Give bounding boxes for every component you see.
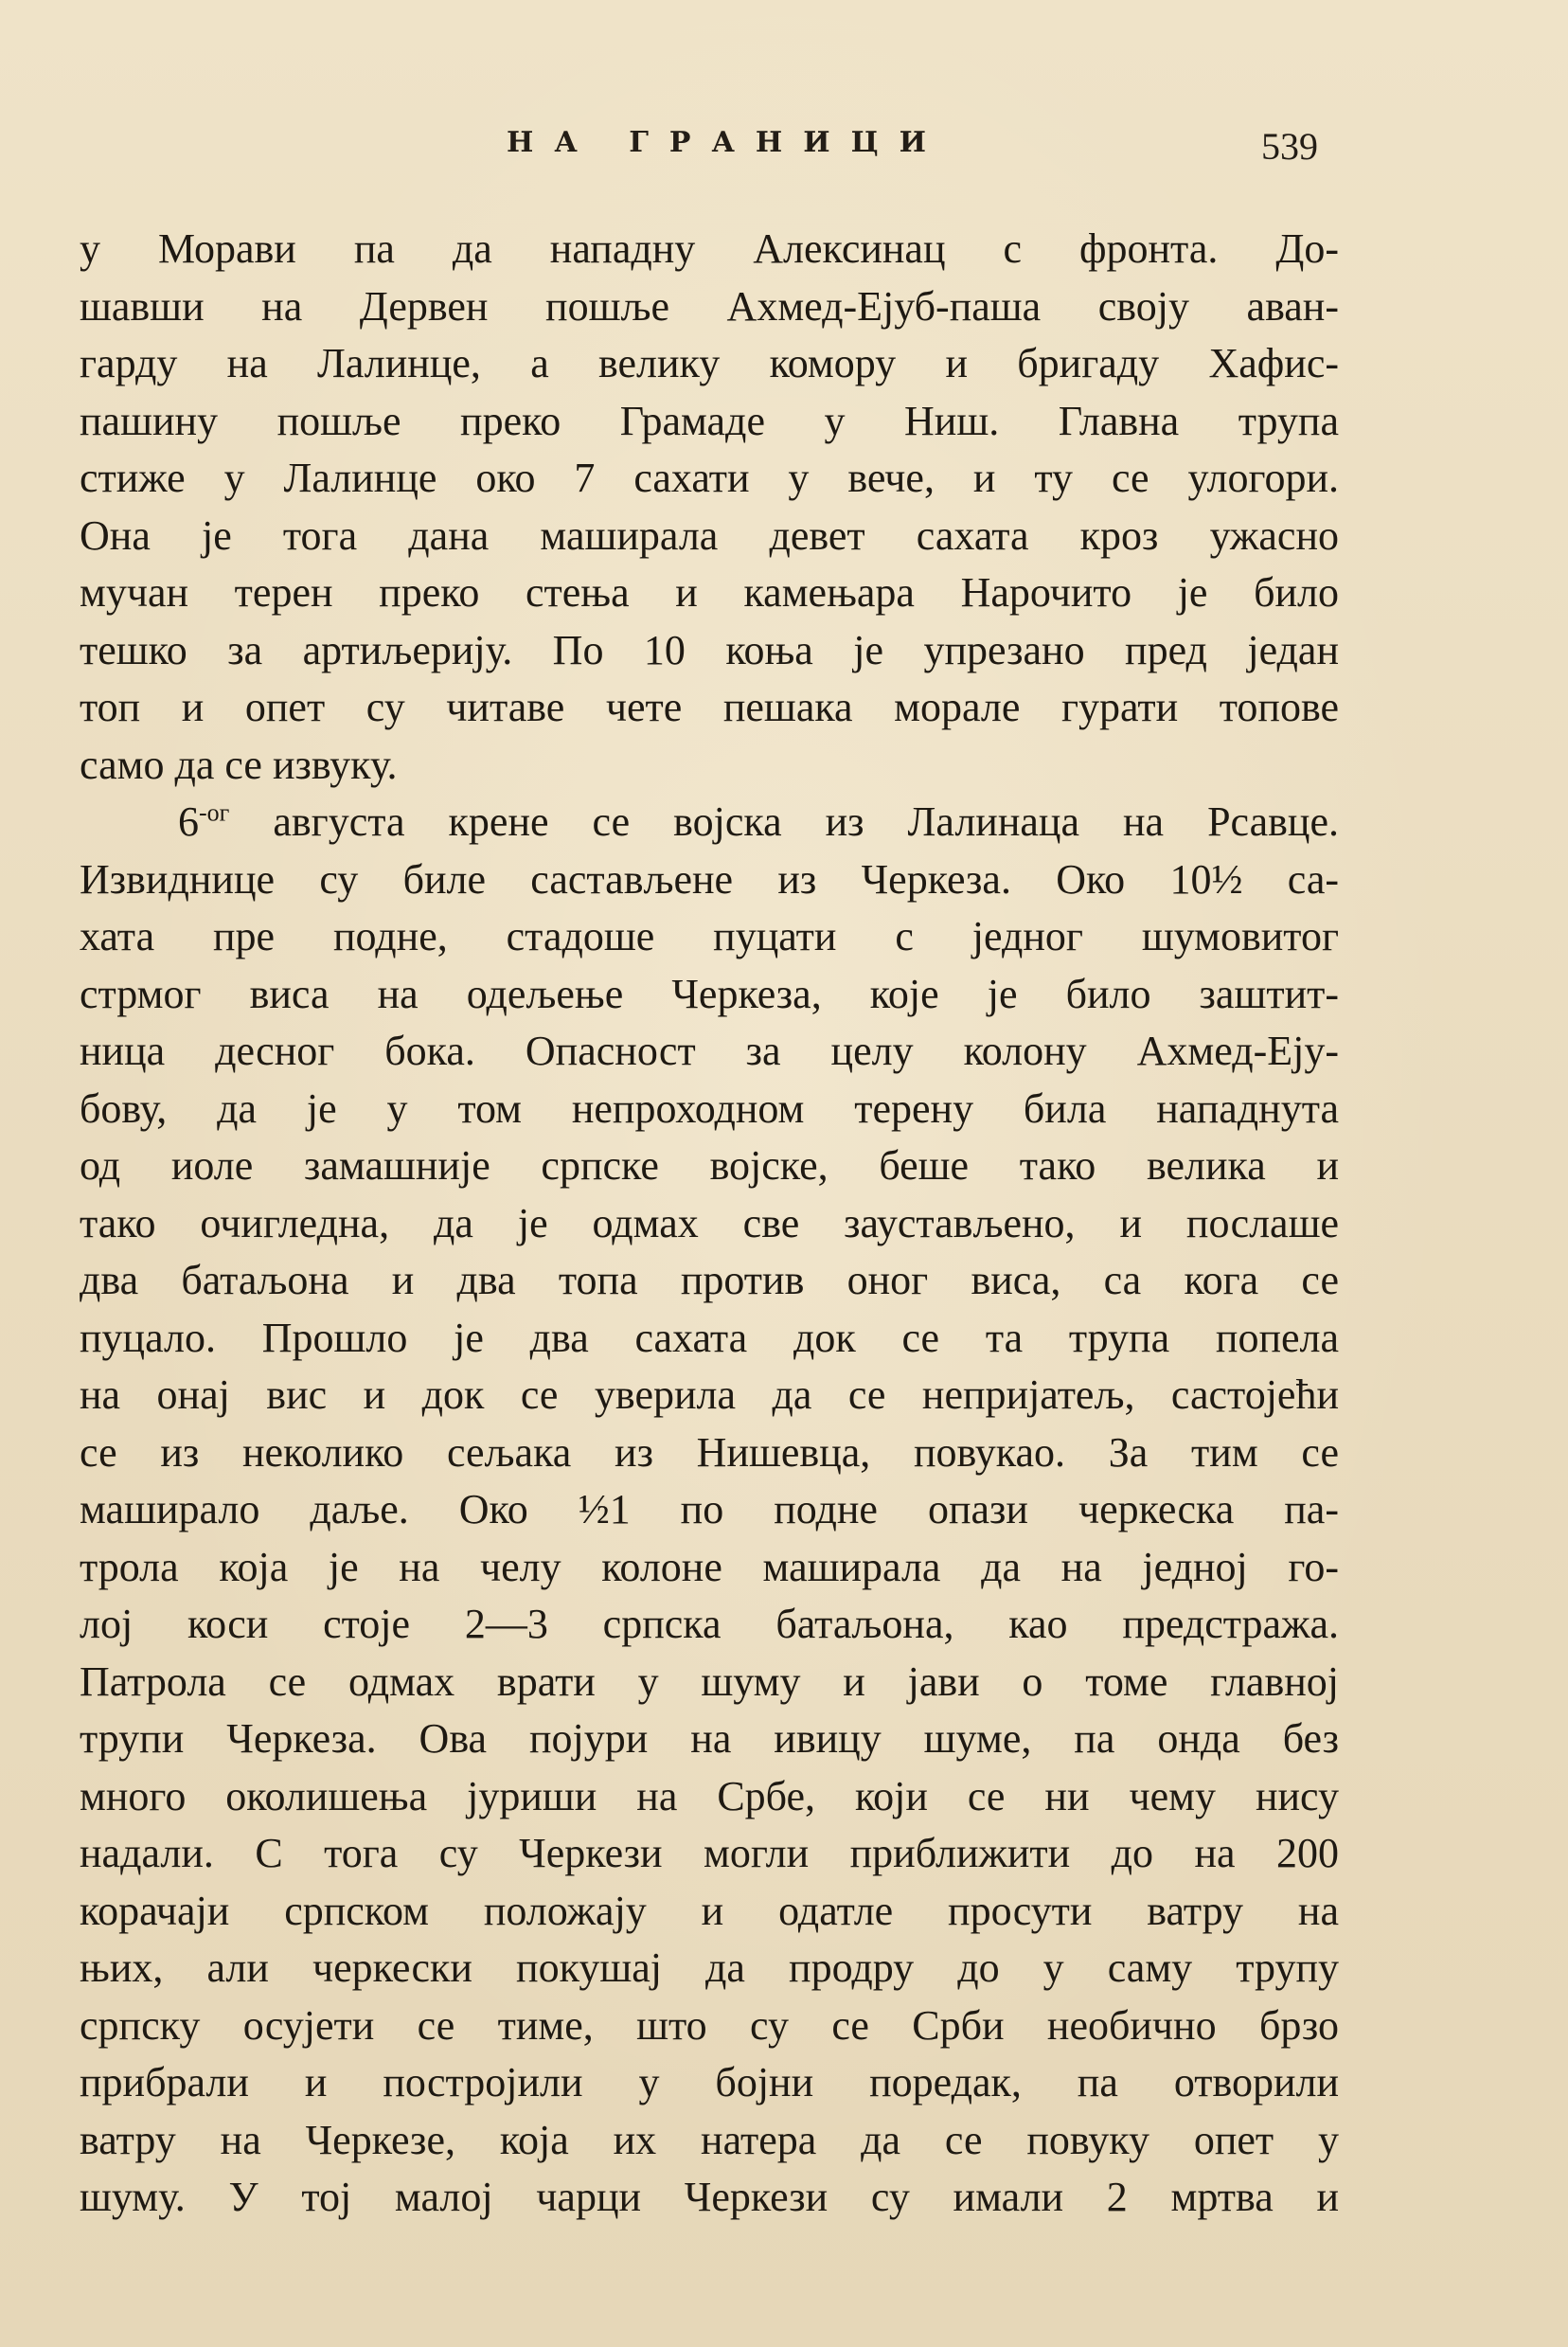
text-line: гарду на Лалинце, а велику комору и бригаду Хафис- — [80, 340, 1339, 386]
text-line: српску осујети се тиме, што су се Срби необично брзо — [80, 2001, 1339, 2049]
text-line: трупи Черкеза. Ова појури на ивицу шуме, па онда без — [80, 1715, 1339, 1762]
first-line-text: августа крене се војска из Лалинаца на Рсавце. — [229, 798, 1339, 845]
text-line: Она је тога дана маширала девет сахата кроз ужасно — [80, 511, 1339, 559]
text-line: Извиднице су биле састављене из Черкеза. Око 10½ са- — [80, 855, 1339, 903]
text-line: пуцало. Прошло је два сахата док се та трупа попела — [80, 1314, 1339, 1361]
text-line-first — [80, 794, 1339, 851]
text-line: мучан терен преко стења и камењара Нарочито је било — [80, 569, 1339, 616]
text-line: топ и опет су читаве чете пешака морале гурати топове — [80, 684, 1339, 730]
paragraph-2 — [80, 794, 1339, 2227]
text-line: ватру на Черкезе, која их натера да се повуку опет у — [80, 2116, 1339, 2163]
text-line: у Морави па да нападну Алексинац с фронта. До- — [80, 225, 1339, 272]
body-text — [80, 221, 1339, 2227]
paragraph-1 — [80, 221, 1339, 794]
text-line: тако очигледна, да је одмах све заустављено, и послаше — [80, 1199, 1339, 1246]
text-line: корачаји српском положају и одатле просути ватру на — [80, 1887, 1339, 1934]
text-line: се из неколико сељака из Нишевца, повукао. За тим се — [80, 1428, 1339, 1476]
text-line: бову, да је у том непроходном терену била нападнута — [80, 1084, 1339, 1132]
text-line: само да се извуку. — [80, 741, 398, 788]
text-line: маширало даље. Око ½1 по подне опази черкеска па- — [80, 1486, 1339, 1532]
text-line: много околишења јуриши на Србе, који се ни чему нису — [80, 1772, 1339, 1819]
text-line: стрмог виса на одељење Черкеза, које је било заштит- — [80, 970, 1339, 1017]
running-head-title: НА ГРАНИЦИ — [507, 126, 947, 159]
text-line: трола која је на челу колоне маширала да на једној го- — [80, 1543, 1339, 1590]
date-number: 6 — [178, 798, 199, 845]
text-line: ница десног бока. Опасност за целу колону Ахмед-Еју- — [80, 1028, 1339, 1074]
running-head — [0, 126, 1568, 173]
text-line: два батаљона и два топа против оног виса, са кога се — [80, 1257, 1339, 1303]
text-line: надали. С тога су Черкези могли приближити до на 200 — [80, 1830, 1339, 1876]
ordinal-suffix: -ог — [199, 798, 230, 827]
text-line: хата пре подне, стадоше пуцати с једног шумовитог — [80, 913, 1339, 959]
page-number: 539 — [1261, 125, 1318, 168]
text-line: тешко за артиљерију. По 10 коња је упрезано пред један — [80, 626, 1339, 673]
text-line: шавши на Дервен пошље Ахмед-Ејуб-паша своју аван- — [80, 282, 1339, 330]
text-line: на онај вис и док се уверила да се непријатељ, састојећи — [80, 1371, 1339, 1418]
text-line: пашину пошље преко Грамаде у Ниш. Главна трупа — [80, 397, 1339, 444]
text-line: прибрали и постројили у бојни поредак, па отворили — [80, 2059, 1339, 2105]
text-line: лој коси стоје 2—3 српска батаљона, као предстража. — [80, 1601, 1339, 1647]
text-line: шуму. У тој малој чарци Черкези су имали 2 мртва и — [80, 2174, 1339, 2220]
text-line: од иоле замашније српске војске, беше тако велика и — [80, 1142, 1339, 1189]
text-line: Патрола се одмах врати у шуму и јави о томе главној — [80, 1657, 1339, 1705]
text-line: стиже у Лалинце око 7 сахати у вече, и ту се улогори. — [80, 455, 1339, 501]
text-line: њих, али черкески покушај да продру до у саму трупу — [80, 1944, 1339, 1991]
